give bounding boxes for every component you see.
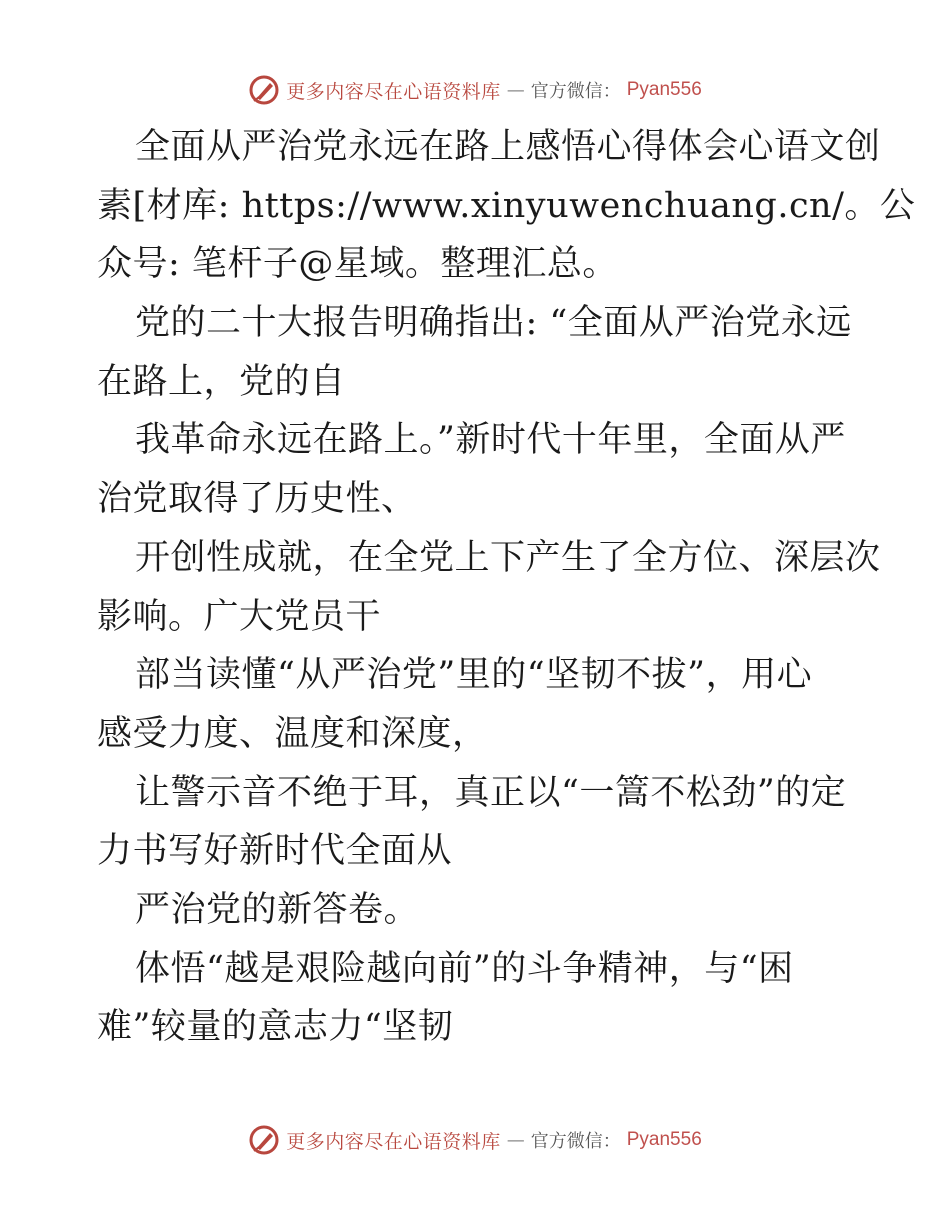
footer-dash: — xyxy=(506,1129,525,1151)
body-text-line: 影响。广大党员干 xyxy=(97,596,382,637)
quill-logo-icon xyxy=(248,74,280,106)
body-text-line: 党的二十大报告明确指出: “全面从严治党永远 xyxy=(135,303,852,344)
body-text-line: 开创性成就，在全党上下产生了全方位、深层次 xyxy=(135,537,881,578)
body-text-line: 全面从严治党永远在路上感悟心得体会心语文创 xyxy=(135,127,881,167)
body-text-line: 体悟“越是艰险越向前”的斗争精神，与“困 xyxy=(135,948,794,989)
header-wechat-label: 官方微信： xyxy=(530,81,621,102)
body-text-line: 严治党的新答卷。 xyxy=(135,889,420,930)
footer-banner xyxy=(0,1120,950,1160)
body-text-line: 部当读懂“从严治党”里的“坚韧不拔”，用心 xyxy=(135,655,813,696)
body-text-line: 让警示音不绝于耳，真正以“一篙不松劲”的定 xyxy=(135,772,847,813)
document-body xyxy=(97,118,916,1057)
header-banner xyxy=(0,70,950,110)
footer-wechat-label: 官方微信： xyxy=(530,1131,621,1152)
body-text-line: 力书写好新时代全面从 xyxy=(97,831,453,872)
quill-logo-icon xyxy=(248,1124,280,1156)
body-text-line: 难”较量的意志力“坚韧 xyxy=(97,1007,454,1048)
header-dash: — xyxy=(506,79,525,101)
body-text-line: 治党取得了历史性、 xyxy=(97,479,417,520)
body-text-line: 众号: 笔杆子@星域。整理汇总。 xyxy=(97,244,618,285)
header-source-text: 更多内容尽在心语资料库 xyxy=(286,80,501,103)
body-text-line: 在路上，党的自 xyxy=(97,361,346,402)
header-wechat-id: Pyan556 xyxy=(626,79,702,100)
footer-wechat-id: Pyan556 xyxy=(626,1129,702,1150)
body-text-line: 素[材库: https://www.xinyuwenchuang.cn/。公 xyxy=(97,185,916,226)
body-text-line: 我革命永远在路上。”新时代十年里，全面从严 xyxy=(135,420,846,461)
footer-source-text: 更多内容尽在心语资料库 xyxy=(286,1130,501,1153)
body-text-line: 感受力度、温度和深度， xyxy=(97,713,488,754)
